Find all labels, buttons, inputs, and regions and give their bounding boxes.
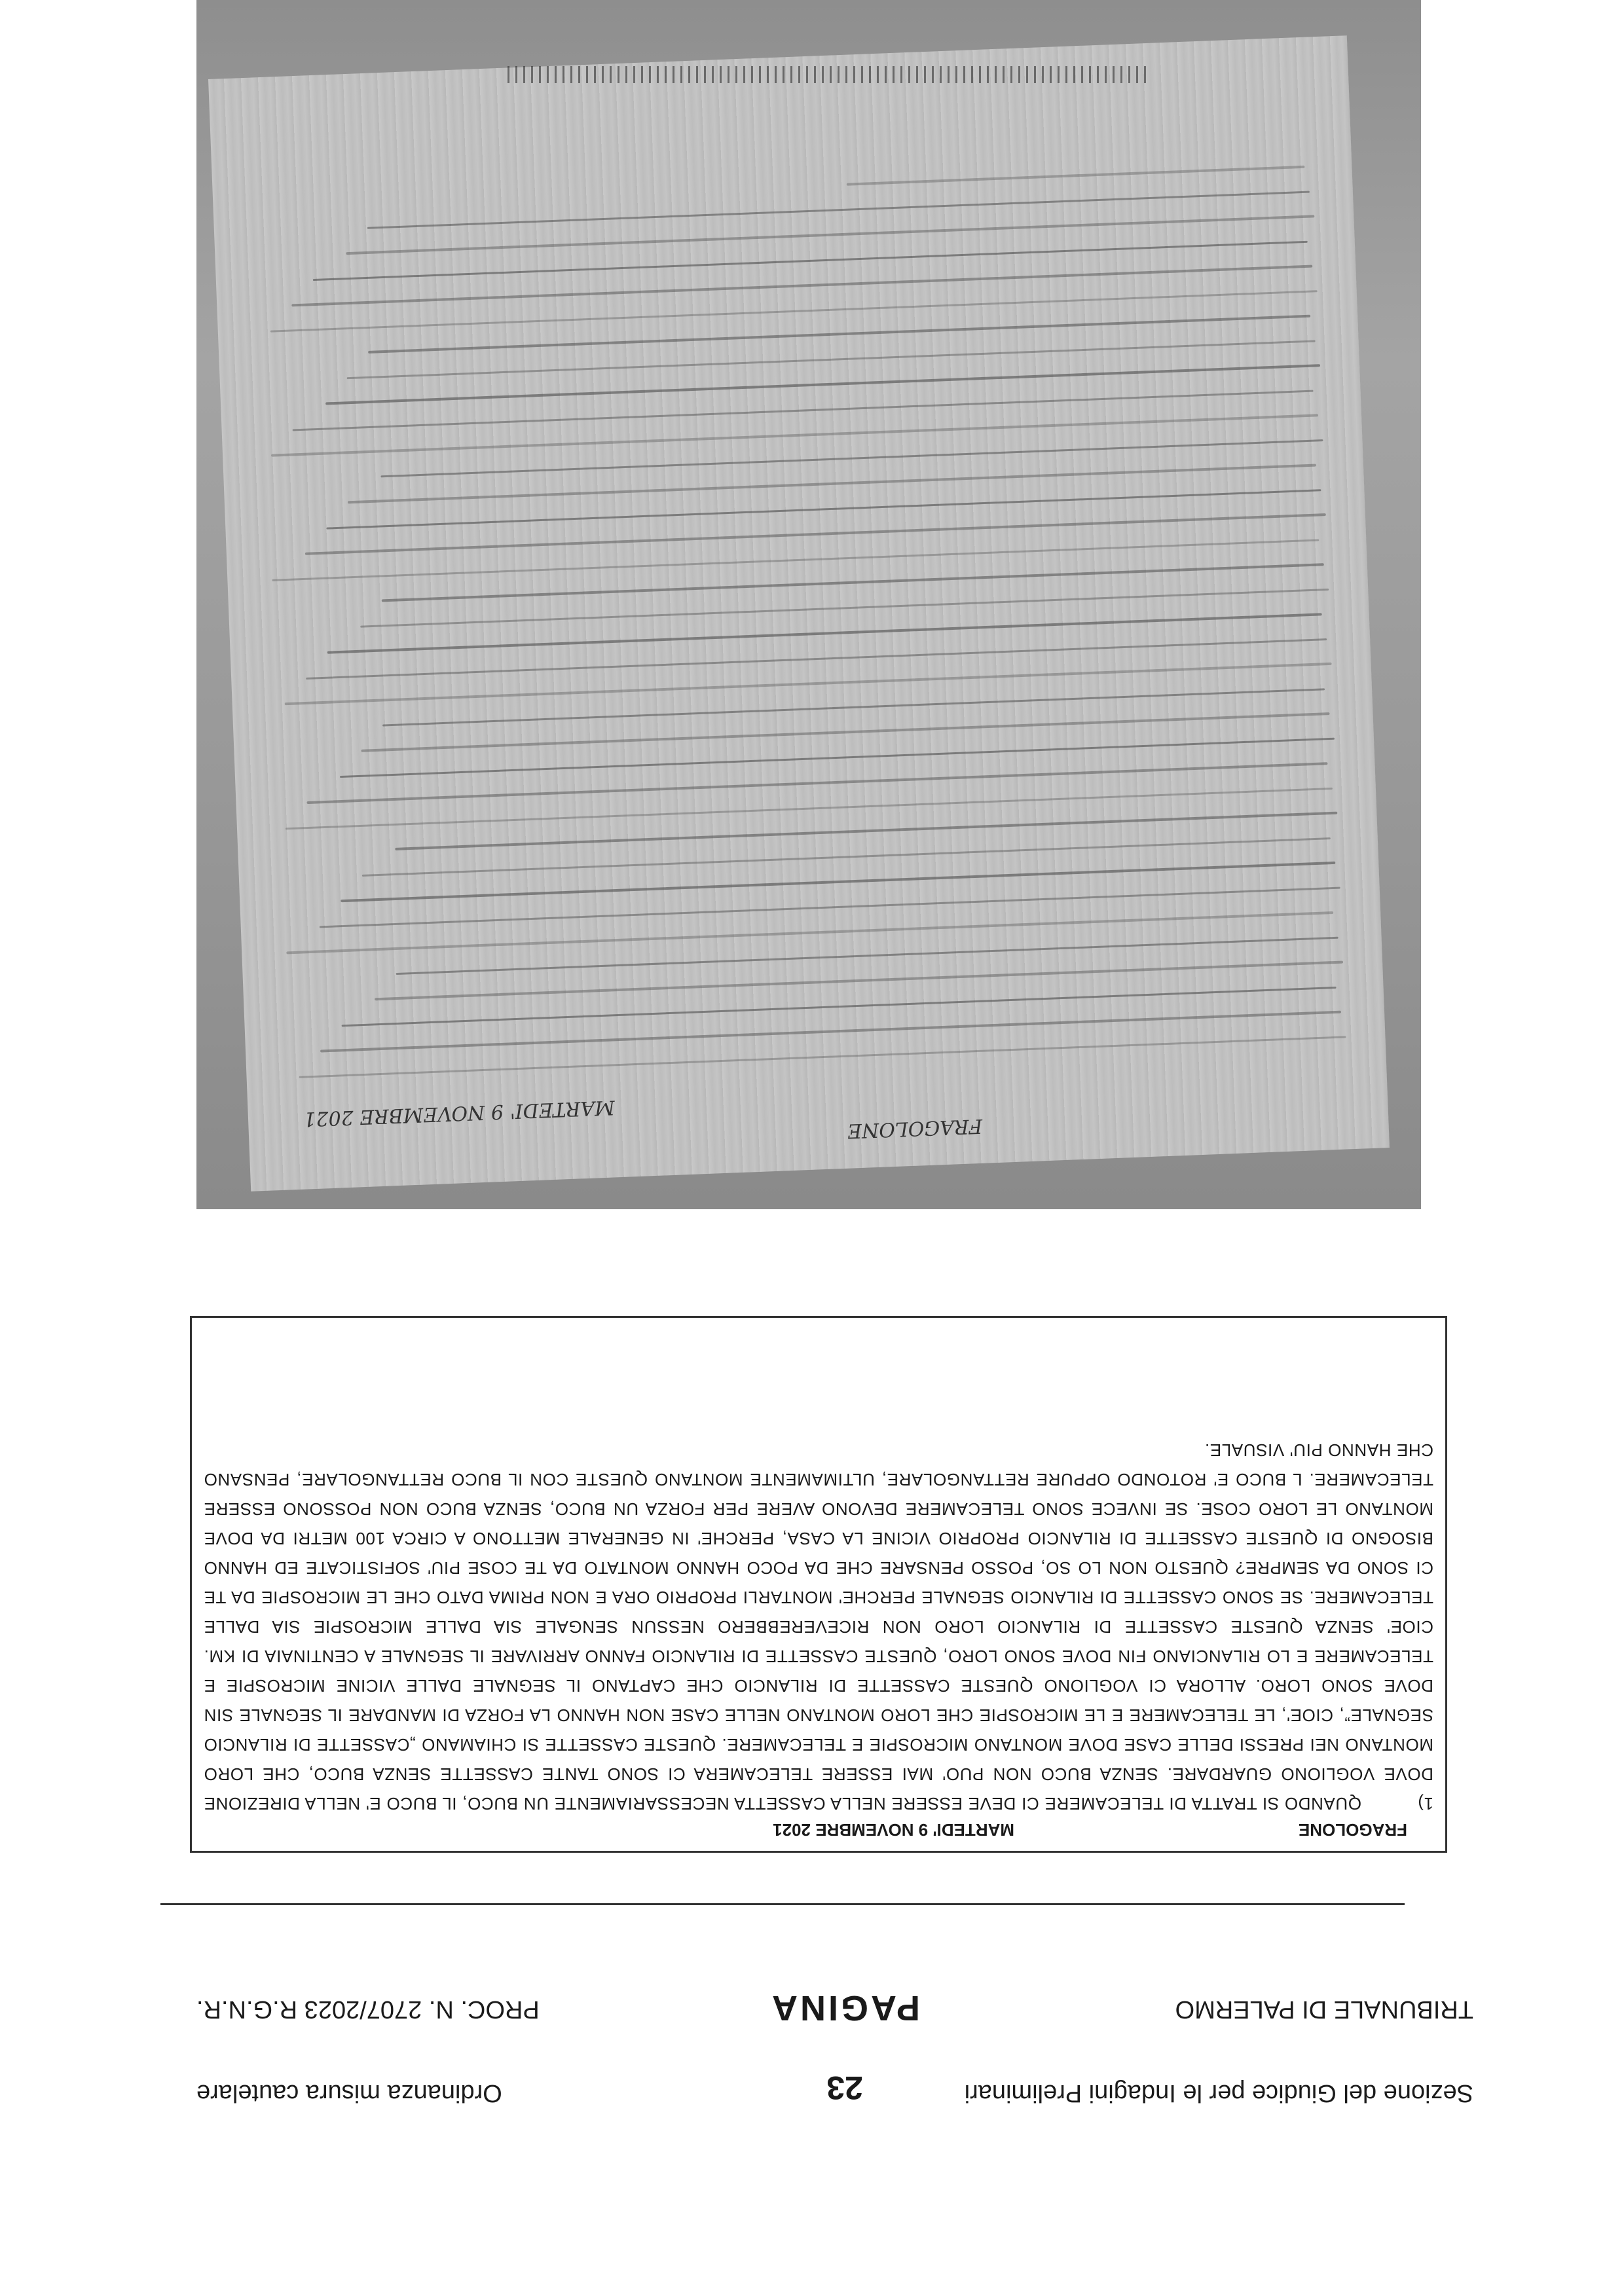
handwriting-line bbox=[299, 1036, 1346, 1078]
handwriting-line bbox=[293, 390, 1314, 431]
transcript-date: MARTEDI' 9 NOVEMBRE 2021 bbox=[773, 1820, 1014, 1840]
paper-sheet bbox=[208, 35, 1390, 1192]
handwriting-line bbox=[286, 788, 1333, 829]
handwriting-line bbox=[305, 513, 1326, 555]
handwritten-date: MARTEDI' 9 NOVEMBRE 2021 bbox=[303, 1095, 616, 1131]
transcript-box bbox=[190, 1316, 1447, 1853]
handwriting-line bbox=[291, 265, 1312, 307]
scale-ruler bbox=[504, 66, 1146, 83]
handwriting-line bbox=[346, 215, 1314, 255]
handwriting-line bbox=[320, 1011, 1341, 1053]
handwriting-line bbox=[395, 812, 1337, 850]
transcript-header bbox=[204, 1821, 1433, 1844]
handwriting-line bbox=[375, 960, 1343, 1000]
handwriting-line bbox=[367, 191, 1310, 229]
handwriting-line bbox=[286, 911, 1333, 954]
handwriting-line bbox=[270, 290, 1318, 332]
header-divider bbox=[160, 1903, 1405, 1905]
handwriting-line bbox=[306, 762, 1327, 804]
page-number: 23 bbox=[826, 2069, 863, 2106]
handwriting-line bbox=[368, 315, 1310, 354]
page-label: PAGINA bbox=[769, 1988, 921, 2028]
speaker-name: FRAGOLONE bbox=[1298, 1820, 1407, 1840]
handwriting-line bbox=[306, 638, 1327, 680]
handwriting-line bbox=[361, 712, 1329, 752]
transcript-text: QUANDO SI TRATTA DI TELECAMERE CI DEVE ESSERE NELLA CASSETTA NECESSARIAMENTE UN BUCO, IL BUCO E' NELLA DIREZIONE DOVE VOGLIONO GUARDARE. SENZA BUCO NON PUO' MAI ESSERE TELECAMERA CI SONO TANTE CASSETTE SENZA BUCO, CHE LORO MONTANO NEI PRESSI DELLE CASE DOVE MONTANO MICROSPIE E TELECAMERE. QUESTE CASSETTE SI CHIAMANO „CASSETTE DI RILANCIO SEGNALE”, CIOE', LE TELECAMERE E LE MICROSPIE CHE LORO MONTANO NELLE CASE NON HANNO LA FORZA DI MANDARE IL SEGNALE SIN DOVE SONO LORO. ALLORA CI VOGLIONO QUESTE CASSETTE DI RILANCIO CHE CAPTANO IL SEGNALE DALLE VICINE MICROSPIE E TELECAMERE E LO RILANCIANO FIN DOVE SONO LORO, QUESTE CASSETTE DI RILANCIO FANNO ARRIVARE IL SEGNALE A CENTINAIA DI KM. CIOE' SENZA QUESTE CASSETTE DI RILANCIO LORO NON RICEVEREBBERO NESSUN SENGALE SIA DALLE MICROSPIE SIA DALLE TELECAMERE. SE SONO CASSETTE DI RILANCIO SEGNALE PERCHE' MONTARLI PROPRIO ORA E NON PRIMA DATO CHE LE MICROSPIE DA TE CI SONO DA SEMPRE? QUESTO NON LO SO, POSSO PENSARE CHE DA POCO HANNO MONTATO DA TE COSE PIU' SOFISTICATE ED HANNO BISOGNO DI QUESTE CASSETTE DI RILANCIO PROPRIO VICINE LA CASA, PERCHE' IN GENERALE METTONO A CIRCA 100 METRI DA DOVE MONTANO LE LORO COSE. SE INVECE SONO TELECAMERE DEVONO AVERE PER FORZA UN BUCO, SENZA BUCO NON POSSONO ESSERE TELECAMERE. L BUCO E' ROTONDO OPPURE RETTANGOLARE, ULTIMAMENTE MONTANO QUESTE CON IL BUCO RETTANGOLARE, PENSANO CHE HANNO PIU' VISUALE. bbox=[204, 1440, 1433, 1813]
handwriting-line bbox=[285, 663, 1332, 705]
handwriting-line bbox=[348, 464, 1316, 504]
handwriting-line bbox=[272, 539, 1319, 581]
handwriting-line bbox=[340, 738, 1335, 778]
transcript-body bbox=[204, 1435, 1433, 1818]
handwriting-line bbox=[313, 241, 1308, 281]
handwriting-line bbox=[271, 414, 1318, 456]
handwriting-line bbox=[342, 987, 1337, 1027]
handwriting-line bbox=[341, 862, 1335, 902]
handwriting-line bbox=[325, 364, 1320, 405]
order-type: Ordinanza misura cautelare bbox=[196, 2079, 502, 2107]
handwritten-speaker: FRAGOLONE bbox=[847, 1114, 983, 1142]
handwriting-line bbox=[847, 166, 1305, 186]
handwriting-line bbox=[326, 489, 1321, 529]
court-name: TRIBUNALE DI PALERMO bbox=[1175, 1995, 1473, 2023]
court-section: Sezione del Giudice per le Indagini Preliminari bbox=[964, 2079, 1473, 2107]
proc-number: PROC. N. 2707/2023 R.G.N.R. bbox=[196, 1995, 540, 2023]
handwriting-line bbox=[320, 887, 1340, 928]
item-number: 1) bbox=[1417, 1794, 1433, 1813]
handwritten-scan-image bbox=[196, 0, 1421, 1209]
handwriting-line bbox=[327, 613, 1322, 653]
handwriting-line bbox=[382, 563, 1324, 602]
